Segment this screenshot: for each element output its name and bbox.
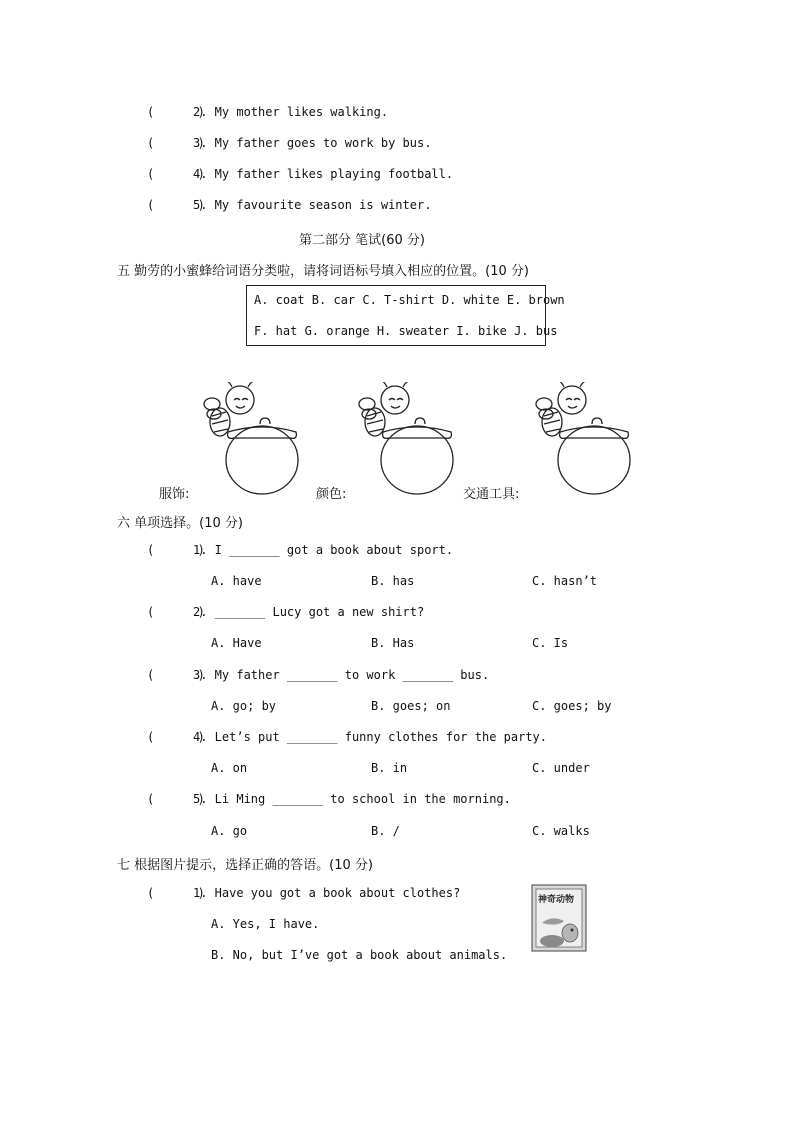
option-a[interactable]: A. go <box>211 824 248 838</box>
question-stem: 5. Li Ming _______ to school in the morning. <box>193 792 511 806</box>
answer-paren[interactable]: ( ) <box>147 105 205 119</box>
answer-paren[interactable]: ( ) <box>147 136 205 150</box>
answer-paren[interactable]: ( ) <box>147 886 205 900</box>
question-stem: 4. Let’s put _______ funny clothes for the party. <box>193 730 548 744</box>
option-b[interactable]: B. goes; on <box>371 699 451 713</box>
answer-paren[interactable]: ( ) <box>147 198 205 212</box>
option-c[interactable]: C. Is <box>532 636 569 650</box>
section-title: 六 单项选择。(10 分) <box>117 516 243 531</box>
question-stem: 1. I _______ got a book about sport. <box>193 543 454 557</box>
listening-item: 2. My mother likes walking. <box>193 105 389 119</box>
option-b[interactable]: B. No, but I’ve got a book about animals. <box>211 948 508 962</box>
option-a[interactable]: A. Have <box>211 636 262 650</box>
answer-paren[interactable]: ( ) <box>147 543 205 557</box>
category-label-clothing: 服饰: <box>159 487 190 502</box>
question-stem: 1. Have you got a book about clothes? <box>193 886 461 900</box>
answer-paren[interactable]: ( ) <box>147 167 205 181</box>
option-a[interactable]: A. on <box>211 761 248 775</box>
word-bank-line: A. coat B. car C. T-shirt D. white E. brown <box>254 293 565 307</box>
category-label-colors: 颜色: <box>316 487 347 502</box>
option-c[interactable]: C. under <box>532 761 590 775</box>
word-bank-box <box>246 285 565 346</box>
category-label-transport: 交通工具: <box>463 487 520 502</box>
bee-jar-illustration <box>200 382 310 497</box>
answer-paren[interactable]: ( ) <box>147 792 205 806</box>
option-b[interactable]: B. / <box>371 824 400 838</box>
answer-paren[interactable]: ( ) <box>147 730 205 744</box>
section-title: 七 根据图片提示，选择正确的答语。(10 分) <box>117 858 373 873</box>
book-title: 神奇动物 <box>538 895 575 905</box>
part-heading: 第二部分 笔试(60 分) <box>299 233 425 248</box>
option-c[interactable]: C. walks <box>532 824 590 838</box>
option-b[interactable]: B. has <box>371 574 415 588</box>
animal-book-picture <box>530 883 588 953</box>
option-c[interactable]: C. goes; by <box>532 699 612 713</box>
question-stem: 3. My father _______ to work _______ bus. <box>193 668 490 682</box>
option-c[interactable]: C. hasn’t <box>532 574 598 588</box>
bee-jar-illustration <box>532 382 642 497</box>
bee-jar-illustration <box>355 382 465 497</box>
listening-item: 5. My favourite season is winter. <box>193 198 432 212</box>
option-b[interactable]: B. Has <box>371 636 415 650</box>
word-bank-line: F. hat G. orange H. sweater I. bike J. bus <box>254 324 558 338</box>
listening-item: 4. My father likes playing football. <box>193 167 454 181</box>
question-stem: 2. _______ Lucy got a new shirt? <box>193 605 425 619</box>
option-a[interactable]: A. go; by <box>211 699 277 713</box>
listening-item: 3. My father goes to work by bus. <box>193 136 432 150</box>
section-title: 五 勤劳的小蜜蜂给词语分类啦，请将词语标号填入相应的位置。(10 分) <box>117 264 529 279</box>
option-b[interactable]: B. in <box>371 761 408 775</box>
option-a[interactable]: A. have <box>211 574 262 588</box>
answer-paren[interactable]: ( ) <box>147 605 205 619</box>
option-a[interactable]: A. Yes, I have. <box>211 917 320 931</box>
answer-paren[interactable]: ( ) <box>147 668 205 682</box>
